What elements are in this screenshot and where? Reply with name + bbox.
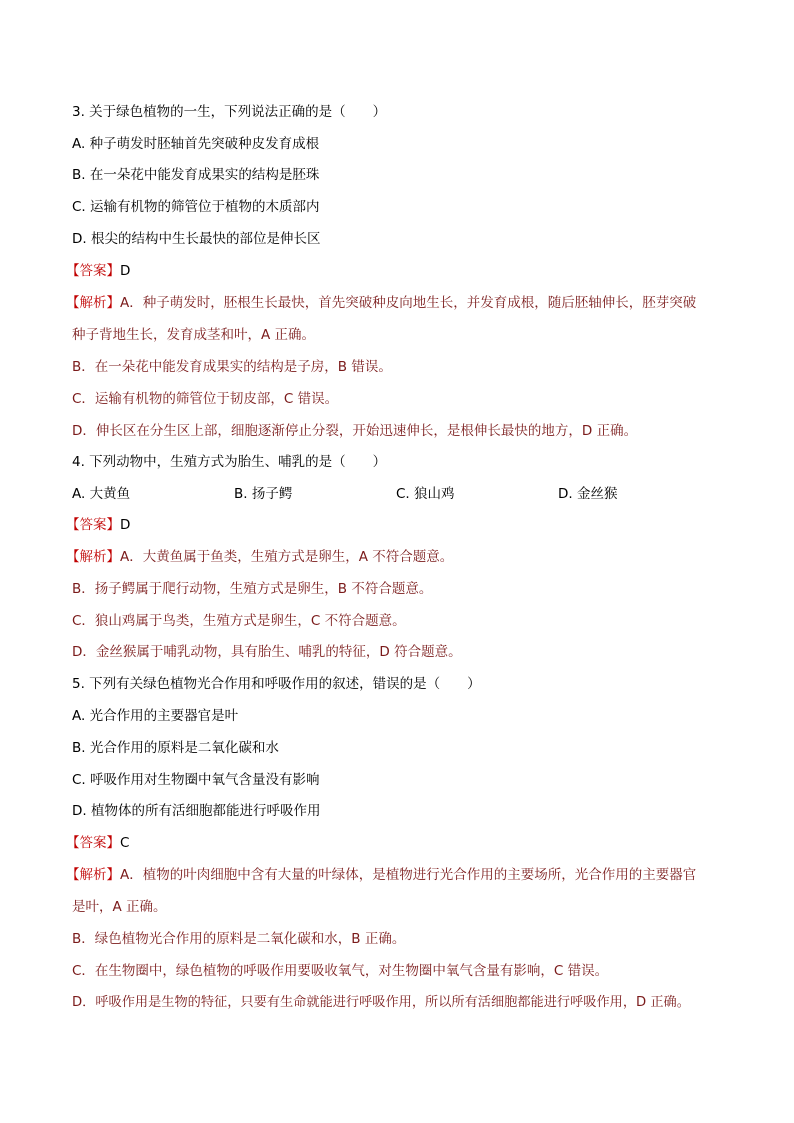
q5-option-c: C. 呼吸作用对生物圈中氧气含量没有影响	[72, 772, 320, 788]
q3-analysis-line-1: 【解析】A．种子萌发时，胚根生长最快，首先突破种皮向地生长，并发育成根，随后胚轴伸长，胚芽突破	[66, 295, 697, 311]
q3-analysis-line-4: C．运输有机物的筛管位于韧皮部，C 错误。	[72, 391, 339, 407]
q5-stem: 5. 下列有关绿色植物光合作用和呼吸作用的叙述，错误的是（ ）	[72, 676, 481, 692]
q5-option-b: B. 光合作用的原料是二氧化碳和水	[72, 740, 279, 756]
q4-analysis-line-2: B．扬子鳄属于爬行动物，生殖方式是卵生，B 不符合题意。	[72, 581, 433, 597]
q5-option-a: A. 光合作用的主要器官是叶	[72, 708, 239, 724]
q5-analysis-line-1: 【解析】A．植物的叶肉细胞中含有大量的叶绿体，是植物进行光合作用的主要场所，光合作用的主要器官	[66, 867, 697, 883]
q5-analysis-line-5: D．呼吸作用是生物的特征，只要有生命就能进行呼吸作用，所以所有活细胞都能进行呼吸作用，D 正确。	[72, 995, 690, 1010]
q3-stem: 3. 关于绿色植物的一生，下列说法正确的是（ ）	[72, 104, 387, 120]
q4-analysis-line-1: 【解析】A．大黄鱼属于鱼类，生殖方式是卵生，A 不符合题意。	[66, 549, 454, 565]
analysis-tag: 【解析】	[66, 549, 120, 565]
q3-option-b: B. 在一朵花中能发育成果实的结构是胚珠	[72, 167, 320, 183]
q5-answer	[66, 834, 129, 852]
q3-answer	[66, 262, 130, 280]
answer-value: C	[120, 835, 130, 851]
q5-option-d: D. 植物体的所有活细胞都能进行呼吸作用	[72, 803, 321, 819]
q4-option-c: C. 狼山鸡	[396, 486, 455, 502]
q5-analysis-line-4: C．在生物圈中，绿色植物的呼吸作用要吸收氧气，对生物圈中氧气含量有影响，C 错误。	[72, 963, 609, 979]
q3-option-c: C. 运输有机物的筛管位于植物的木质部内	[72, 199, 320, 215]
analysis-tag: 【解析】	[66, 867, 120, 883]
q3-option-d: D. 根尖的结构中生长最快的部位是伸长区	[72, 231, 321, 247]
q5-analysis-line-2: 是叶，A 正确。	[72, 899, 167, 915]
q3-analysis-line-3: B．在一朵花中能发育成果实的结构是子房，B 错误。	[72, 359, 392, 375]
q4-option-a: A. 大黄鱼	[72, 486, 131, 502]
q5-analysis-line-3: B．绿色植物光合作用的原料是二氧化碳和水，B 正确。	[72, 931, 406, 947]
q3-analysis-line-5: D．伸长区在分生区上部，细胞逐渐停止分裂，开始迅速伸长，是根伸长最快的地方，D 正确。	[72, 423, 638, 439]
q4-answer	[66, 516, 130, 534]
q4-option-d: D. 金丝猴	[558, 486, 618, 502]
q4-analysis-line-4: D．金丝猴属于哺乳动物，具有胎生、哺乳的特征，D 符合题意。	[72, 644, 462, 660]
analysis-tag: 【解析】	[66, 295, 120, 311]
q4-analysis-line-3: C．狼山鸡属于鸟类，生殖方式是卵生，C 不符合题意。	[72, 613, 406, 629]
answer-tag: 【答案】	[66, 517, 120, 533]
q3-analysis-line-2: 种子背地生长，发育成茎和叶，A 正确。	[72, 327, 316, 343]
q4-option-b: B. 扬子鳄	[234, 486, 293, 502]
q4-options-row	[72, 485, 722, 503]
answer-tag: 【答案】	[66, 263, 120, 279]
q4-stem: 4. 下列动物中，生殖方式为胎生、哺乳的是（ ）	[72, 454, 387, 470]
answer-tag: 【答案】	[66, 835, 120, 851]
q3-option-a: A. 种子萌发时胚轴首先突破种皮发育成根	[72, 136, 320, 152]
answer-value: D	[120, 263, 131, 279]
answer-value: D	[120, 517, 131, 533]
